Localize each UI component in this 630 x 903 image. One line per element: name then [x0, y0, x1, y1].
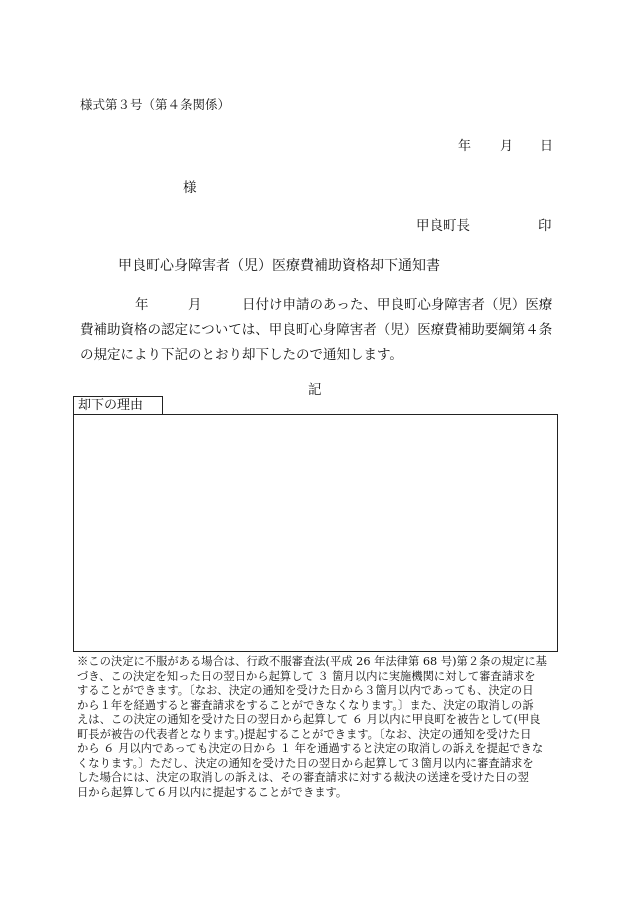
date-day-label: 日 [540, 139, 554, 154]
ki-heading: 記 [308, 382, 322, 398]
seal-mark: 印 [538, 218, 552, 234]
body-year-label: 年 [135, 297, 149, 313]
notice-line: から ６ 月以内であっても決定の日から １ 年を通過すると決定の取消しの訴えを提起できな [77, 742, 544, 755]
form-number: 様式第３号（第４条関係） [80, 97, 231, 112]
notice-line: えは、この決定の通知を受けた日の翌日から起算して ６ 月以内に甲良町を被告として(甲良 [77, 713, 541, 726]
body-month-label: 月 [188, 297, 202, 313]
reason-box[interactable] [73, 414, 558, 652]
notice-line: づき、この決定を知った日の翌日から起算して ３ 箇月以内に実施機関に対して審査請求を [77, 669, 536, 683]
addressee-suffix: 様 [183, 180, 197, 196]
notice-line: 日から起算して６月以内に提起することができます。 [77, 785, 348, 799]
date-month-label: 月 [500, 139, 514, 154]
reason-label: 却下の理由 [73, 396, 163, 414]
issuer-name: 甲良町長 [416, 218, 470, 234]
date-year-label: 年 [458, 139, 472, 154]
appeal-notice [77, 655, 557, 800]
notice-line: くなります。〕ただし、決定の通知を受けた日の翌日から起算して３箇月以内に審査請求を [77, 756, 534, 770]
body-line-3: の規定により下記のとおり却下したので通知します。 [80, 347, 403, 363]
notice-line: ※この決定に不服がある場合は、行政不服審査法(平成 26 年法律第 68 号)第２条の規定に基 [77, 655, 547, 668]
notice-line: することができます。〔なお、決定の通知を受けた日から３箇月以内であっても、決定の日 [77, 684, 534, 697]
body-line-1-text: 日付け申請のあった、甲良町心身障害者（児）医療 [242, 297, 553, 313]
notice-line: から１年を経過すると審査請求をすることができなくなります。〕また、決定の取消しの訴 [77, 698, 534, 712]
notice-line: した場合には、決定の取消しの訴えは、その審査請求に対する裁決の送達を受けた日の翌 [77, 771, 529, 784]
body-line-2: 費補助資格の認定については、甲良町心身障害者（児）医療費補助要綱第４条 [80, 322, 553, 338]
document-title: 甲良町心身障害者（児）医療費補助資格却下通知書 [118, 258, 440, 274]
notice-line: 町長が被告の代表者となります。)提起することができます。〔なお、決定の通知を受けた日 [77, 727, 532, 741]
